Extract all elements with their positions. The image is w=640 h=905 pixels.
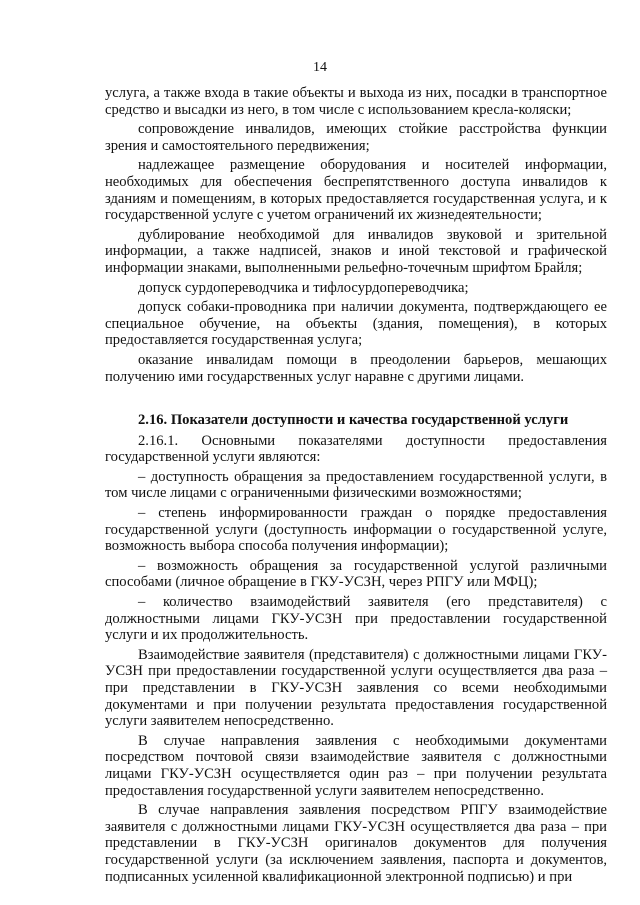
paragraph: В случае направления заявления посредством РПГУ взаимодействие заявителя с должностными лицами ГКУ-УСЗН осуществляется два раза – при представлении в ГКУ-УСЗН оригиналов документов для получения государственной услуги (за исключением заявления, паспорта и документов, подписанных усиленной квалификационной электронной подписью) и при [105,802,607,885]
paragraph: надлежащее размещение оборудования и носителей информации, необходимых для обеспечения беспрепятственного доступа инвалидов к зданиям и помещениям, в которых предоставляется государственная услуга, и к государственной услуге с учетом ограничений их жизнедеятельности; [105,157,607,224]
paragraph: допуск сурдопереводчика и тифлосурдопереводчика; [138,279,469,296]
list-item: – количество взаимодействий заявителя (его представителя) с должностными лицами ГКУ-УСЗН при предоставлении государственной услуги и их продолжительность. [105,594,607,644]
list-item: – доступность обращения за предоставлением государственной услуги, в том числе лицами с ограниченными физическими возможностями; [105,468,607,502]
paragraph: В случае направления заявления с необходимыми документами посредством почтовой связи взаимодействие заявителя с должностными лицами ГКУ-УСЗН осуществляется один раз – при получении результата предоставления государственной услуги заявителем непосредственно. [105,732,607,799]
section-heading: 2.16. Показатели доступности и качества государственной услуги [138,412,569,429]
list-item: – степень информированности граждан о порядке предоставления государственной услуги (доступность информации о государственной услуге, возможность выбора способа получения информации); [105,505,607,555]
paragraph: допуск собаки-проводника при наличии документа, подтверждающего ее специальное обучение, на объекты (здания, помещения), в которых предоставляется государственная услуга; [105,299,607,349]
paragraph: сопровождение инвалидов, имеющих стойкие расстройства функции зрения и самостоятельного передвижения; [105,121,607,154]
paragraph: дублирование необходимой для инвалидов звуковой и зрительной информации, а также надписей, знаков и иной текстовой и графической информации знаками, выполненными рельефно-точечным шрифтом Брайля; [105,226,607,276]
list-item: – возможность обращения за государственной услугой различными способами (личное обращение в ГКУ-УСЗН, через РПГУ или МФЦ); [105,557,607,591]
paragraph: Взаимодействие заявителя (представителя) с должностными лицами ГКУ-УСЗН при предоставлении государственной услуги осуществляется два раза – при представлении в ГКУ-УСЗН заявления со всеми необходимыми документами и при получении результата предоставления государственной услуги заявителем непосредственно. [105,646,607,730]
paragraph: 2.16.1. Основными показателями доступности предоставления государственной услуги являются: [105,432,607,466]
document-body [105,85,607,888]
section-spacer [105,388,607,412]
page-number: 14 [313,60,327,75]
paragraph: услуга, а также входа в такие объекты и выхода из них, посадки в транспортное средство и высадки из него, в том числе с использованием кресла-коляски; [105,85,607,118]
paragraph: оказание инвалидам помощи в преодолении барьеров, мешающих получению ими государственных услуг наравне с другими лицами. [105,351,607,385]
